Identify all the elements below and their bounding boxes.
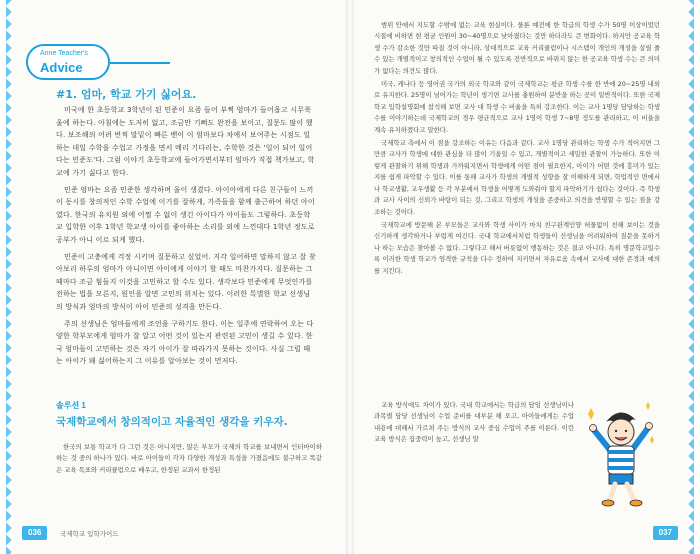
section-heading-2: 국제학교에서 창의적이고 자율적인 생각을 키우자. [56, 416, 288, 428]
solution-label: 솔루션 1 [56, 401, 86, 410]
sparkle-icon [646, 402, 650, 410]
page-number-right: 037 [653, 526, 678, 540]
section-heading-1: #1. 엄마, 학교 가기 싫어요. [56, 88, 197, 101]
page-number-left: 036 [22, 526, 47, 540]
right-body-text-top [374, 20, 660, 400]
right-body-text-bottom [374, 400, 574, 500]
body-paragraph: 국제학교 측에서 이 점을 강조하는 이유는 다음과 같다. 교사 1명당 관리하는 학생 수가 적어지면 그만큼 교사가 학생에 대한 관심을 더 많이 기울일 수 있고, 개별적이고 세밀한 관찰이 가능하다. 또한 이렇게 관찰하기 위해 학생과 가까워지면서 학생에게 어떤 점이 필요한지, 아이가 어떤 것에 흥미가 있는지를 쉽게 파악할 수 있다. 이를 통해 교사가 학생의 개별적 성향을 잘 이해하게 되면, 학업적인 면에서나 학교생활, 교우생활 등 각 부분에서 학생을 어떻게 도와줘야 할지 파악하기가 쉽다는 것이다. 즉 학생과 교사 사이의 신뢰가 바탕이 되는 것, 그리고 학생의 개성을 존중하고 의견을 반영할 수 있는 점을 강조하는 것이다. [374, 139, 660, 216]
story-paragraph: 미국에 한 초등학교 3학년이 된 민준이 요즘 들어 부쩍 엄마가 들어옵고 시무룩 울에 하는다. 아침에는 도저히 없고, 조금만 기뻐도 완전을 보이고, 질문도 많이 했다. 보조해의 어려 번씩 말밑이 빠른 밴이 이 엄마보다 차에서 보여주는 시점도 일하는 데일 수학을 수업고 가정을 면서 메리 기다리는, 수학한 것은 '일이 되어 일어 다는 민준도'다. 그럼 이야기 초등학교에 들어가면서부터 엄마가 직접 책가보고, 학교에 가기 싫다고 한다. [56, 106, 315, 177]
left-zigzag-border [0, 0, 12, 554]
badge-subtitle: Anne Teacher's [40, 50, 88, 57]
body-paragraph: 미국, 캐나다 등 영어권 국가의 외국 학교와 같이 국제학교는 평균 학생 수를 한 반에 20~25명 내외로 유지한다. 25명이 넘어가는 학년이 생기면 교사를 충원하여 분반을 하는 곳이 일반적이다. 또한 국제학교 입학설명회에 참석해 보면 교사 대 학생 수 비율을 특히 강조한다. 이는 교사 1명당 담당하는 학생 수를 이야기하는데 국제학교의 경우 평균적으로 교사 1명이 학생 7~8명 정도를 관리하고, 이 비율을 계속 유지하겠다고 말한다. [374, 80, 660, 134]
body-paragraph: 범위 안에서 지도할 수밖에 없는 교육 현실이다. 물론 예전에 한 학급의 학생 수가 50명 이상이었던 시절에 비하면 현 평균 인원이 30~40명으로 낮아졌다는 것만 하더라도 큰 변화이다. 하지만 공교육 학생 수가 감소한 것만 따질 것이 아니라, 상대적으로 교육 커리큘럼이나 시스템이 개인의 개성을 살릴 줄 수 있는 개별적이고 창의적인 수업이 될 수 있도록 전반적으로 바뀌지 않는 한 공교육 학생 수는 큰 의미가 없다는 의견도 많다. [374, 21, 660, 75]
sparkle-icon [588, 408, 594, 420]
badge-line [110, 62, 170, 64]
right-zigzag-border [688, 0, 700, 554]
left-body-text [56, 442, 322, 502]
body-paragraph: 한국의 보통 학교가 다 그런 것은 아니지만, 많은 부모가 국제의 학교를 보내면서 인터마이하하는 것 중의 하나가 있다. 바로 아이들이 각자 다양한 개성과 특성을 가졌음에도 불구하고 똑같은 교육 목표와 커리큘럼으로 배우고, 한정된 교과서 한정된 [56, 443, 322, 474]
handwritten-story [56, 104, 316, 366]
left-page [0, 0, 348, 554]
running-head: 국제학교 입학가이드 [60, 530, 119, 538]
story-paragraph: 민준 엄마는 요즘 민준한 생각하며 울이 생겼다. 아이아에게 다른 친구들이 느끼이 동시를 창의적인 수학 수업에 이기를 잘하게, 가족들을 함께 출근하여 하던 아이였다. 한국의 유치원 외에 어쩔 수 없이 생긴 아이다가 아이들도 그렇하다. 초등학교 입학한 이후 1학년 학교생 아이를 좋아하는 소리를 외에 느낀데다 1학년 정도로 공부가 아니 이르 되게 했다. [56, 185, 315, 244]
body-paragraph: 교육 방식에도 차이가 있다. 국내 학교에서는 학급의 담임 선생님이나 과목별 담당 선생님이 수업 준비를 대부분 해 오고, 아이들에게는 수업 내용에 대해서 가르쳐 주는 방식의 교사 중심 수업이 주를 이룬다. 이런 교육 방식은 집중력이 높고, 선생님 말 [374, 401, 574, 444]
body-paragraph: 국제학교에 방문해 본 부모들은 교사와 학생 사이가 마치 친구관계인양 허물없이 친해 보이는 것을 신기하게 생각하거나 부럽게 여긴다. 국내 학교에서처럼 학생들이 선생님을 어려워하여 질문을 못하거나 하는 모습은 찾아볼 수 없다. 그렇다고 해서 버릇없이 행동하는 것은 결코 아니다. 특히 명문학교일수록 이러한 학생 학교가 엄격한 규칙을 다수 정하여 지키면서 자유로움 속에서 교사에 대한 존경과 예의를 지킨다. [374, 220, 660, 275]
sparkle-icon [650, 436, 654, 444]
advice-badge [26, 44, 110, 80]
story-paragraph: 주의 선생님은 엄마들에게 조언을 구하기도 한다. 이는 일주에 연락하여 오는 다양한 학부모에게 엄마가 잘 알고 어떤 것이 있는지 관련된 고민이 생길 수 있다. 한국 엄마들이 고민하는 것은 자기 아이가 잘 따라가지 못하는 것이다. 사실 그럴 때는 아이가 왜 싫어하는지 그 이유를 알아보는 것이 먼저다. [56, 319, 314, 366]
story-paragraph: 민준이 고충에게 걱정 시키며 질문하고 싶었어. 지각 일어하면 말하지 않고 잘 찾아보리 하루의 엄마가 아니이면 아이에게 이야기 할 때도 마찬가지다. 질문하는 그때마다 조금 힘들지 이것을 고민하고 할 수도 있다. 생각보다 민준에게 무엇인가를 전하는 법을 모른지, 원인을 알면 고민의 위치는 있다. 이러한 특별한 학교 선생님의 방식과 엄마의 방식이 아이 민준의 성격을 만든다. [56, 252, 316, 311]
boy-illustration [580, 400, 660, 510]
badge-title: Advice [40, 60, 83, 75]
